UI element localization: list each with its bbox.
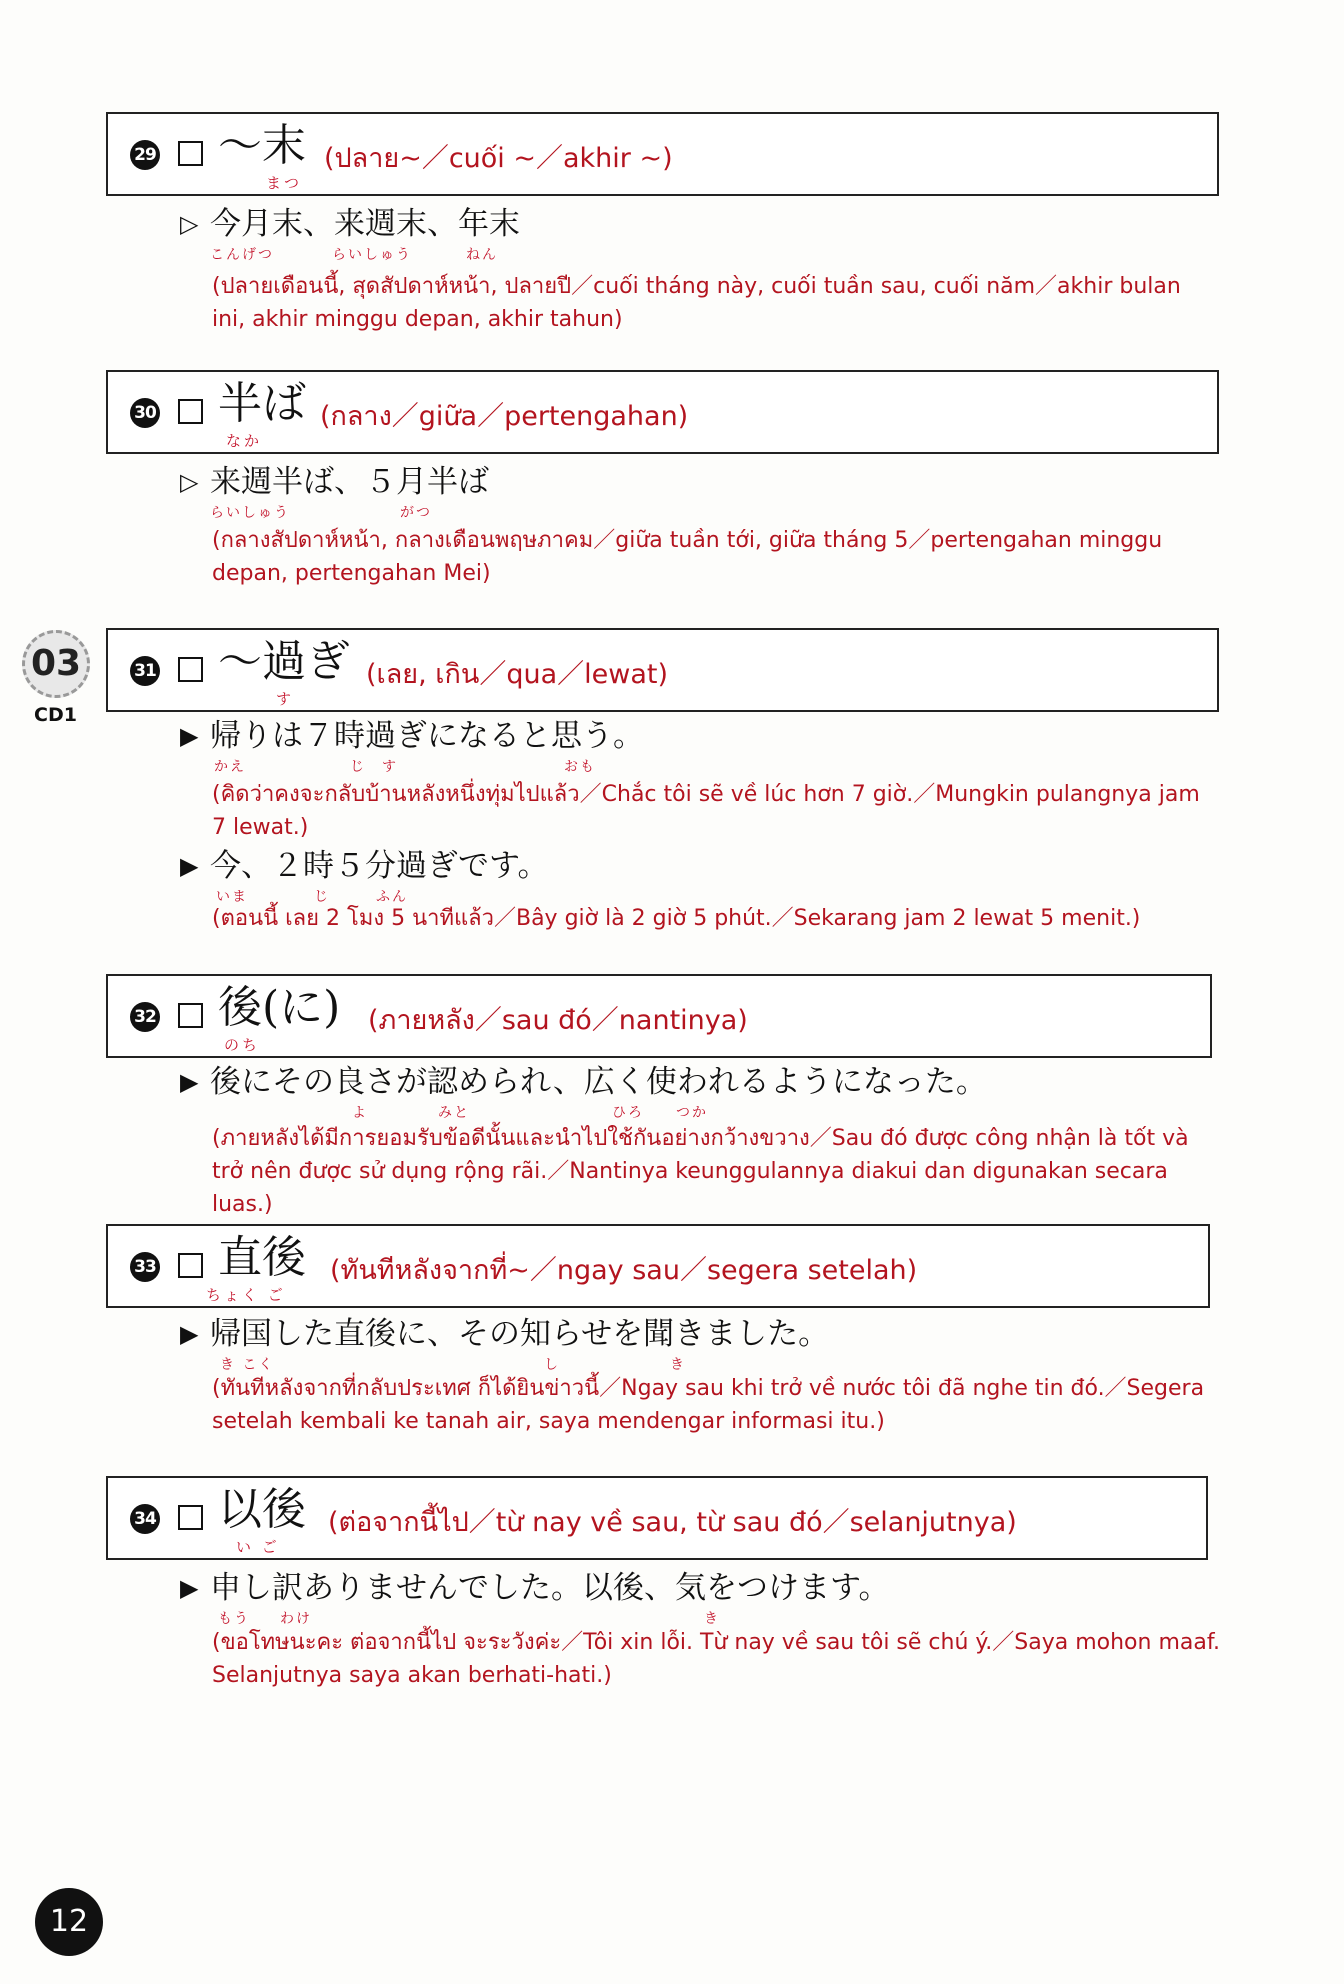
example-japanese: 後にその良さが認められ、広く使われるようになった。 bbox=[210, 1064, 987, 1100]
term-furigana: ちょく ご bbox=[206, 1286, 286, 1304]
example-marker: ▶ bbox=[180, 1574, 199, 1602]
entry-number: 31 bbox=[130, 656, 160, 686]
term-furigana: のち bbox=[224, 1036, 261, 1054]
example-furigana: ふん bbox=[376, 889, 408, 905]
example-furigana: おも bbox=[564, 759, 596, 775]
example-furigana: じ bbox=[350, 759, 366, 775]
example-furigana: ねん bbox=[466, 247, 498, 263]
checkbox[interactable] bbox=[178, 141, 203, 166]
term: 直後 bbox=[218, 1232, 306, 1283]
example-marker: ▷ bbox=[180, 210, 199, 238]
example-japanese: 帰国した直後に、その知らせを聞きました。 bbox=[210, 1316, 830, 1352]
example-marker: ▶ bbox=[180, 1068, 199, 1096]
term: 後(に) bbox=[218, 982, 341, 1033]
term: 〜過ぎ bbox=[218, 636, 350, 687]
example-furigana: がつ bbox=[400, 505, 432, 521]
example-furigana: き こく bbox=[220, 1357, 275, 1373]
term-furigana: す bbox=[276, 690, 295, 708]
example-furigana: こんげつ bbox=[210, 247, 274, 263]
example-furigana: き bbox=[670, 1357, 686, 1373]
example-furigana: つか bbox=[676, 1105, 708, 1121]
term-translation: (ปลาย~／cuối ~／akhir ~) bbox=[324, 143, 673, 174]
entry-header-box bbox=[106, 628, 1219, 712]
term-furigana: い ご bbox=[236, 1538, 280, 1556]
track-label: CD1 bbox=[34, 704, 77, 726]
term: 〜末 bbox=[218, 120, 306, 171]
example-marker: ▶ bbox=[180, 1320, 199, 1348]
checkbox[interactable] bbox=[178, 1505, 203, 1530]
entry-header-box bbox=[106, 974, 1212, 1058]
term-translation: (ต่อจากนี้ไป／từ nay về sau, từ sau đó／selanjutnya) bbox=[328, 1507, 1017, 1538]
example-translation: (กลางสัปดาห์หน้า, กลางเดือนพฤษภาคม／giữa tuần tới, giữa tháng 5／pertengahan minggu depan, pertengahan Mei) bbox=[212, 528, 1163, 586]
page-number: 12 bbox=[35, 1888, 103, 1956]
example-translation: (ปลายเดือนนี้, สุดสัปดาห์หน้า, ปลายปี／cuối tháng này, cuối tuần sau, cuối năm／akhir bulan ini, akhir minggu depan, akhir tahun) bbox=[212, 274, 1181, 332]
checkbox[interactable] bbox=[178, 1253, 203, 1278]
entry-number: 29 bbox=[130, 140, 160, 170]
example-furigana: わけ bbox=[280, 1611, 312, 1627]
entry-number: 32 bbox=[130, 1002, 160, 1032]
term-translation: (เลย, เกิน／qua／lewat) bbox=[366, 659, 668, 690]
term-furigana: まつ bbox=[266, 174, 303, 192]
example-furigana: よ bbox=[352, 1105, 368, 1121]
entry-header-box bbox=[106, 112, 1219, 196]
example-translation: (ตอนนี้ เลย 2 โมง 5 นาทีแล้ว／Bây giờ là 2 giờ 5 phút.／Sekarang jam 2 lewat 5 menit.) bbox=[212, 906, 1141, 931]
entry-number: 34 bbox=[130, 1504, 160, 1534]
example-marker: ▷ bbox=[180, 468, 199, 496]
example-marker: ▶ bbox=[180, 852, 199, 880]
example-translation: (ทันทีหลังจากที่กลับประเทศ ก็ได้ยินข่าวนี้／Ngay sau khi trở về nước tôi đã nghe tin đó.／Segera setelah kembali ke tanah air, saya mendengar informasi itu.) bbox=[212, 1376, 1205, 1434]
example-furigana: らいしゅう bbox=[210, 505, 290, 521]
example-furigana: かえ bbox=[214, 759, 246, 775]
example-furigana: もう bbox=[218, 1611, 250, 1627]
example-furigana: じ bbox=[314, 889, 330, 905]
entry-header-box bbox=[106, 1224, 1210, 1308]
example-furigana: いま bbox=[216, 889, 248, 905]
term-translation: (กลาง／giữa／pertengahan) bbox=[320, 401, 689, 432]
entry-header-box bbox=[106, 1476, 1208, 1560]
entry-number: 33 bbox=[130, 1252, 160, 1282]
example-furigana: し bbox=[544, 1357, 560, 1373]
example-japanese: 今、２時５分過ぎです。 bbox=[210, 848, 549, 884]
example-translation: (ขอโทษนะคะ ต่อจากนี้ไป จะระวังค่ะ／Tôi xin lỗi. Từ nay về sau tôi sẽ chú ý.／Saya mohon maaf. Selanjutnya saya akan berhati-hati.) bbox=[212, 1630, 1220, 1688]
example-translation: (ภายหลังได้มีการยอมรับข้อดีนั้นและนำไปใช้กันอย่างกว้างขวาง／Sau đó được công nhận là tốt và trở nên được sử dụng rộng rãi.／Nantinya keunggulannya diakui dan digunakan secara luas.) bbox=[212, 1126, 1189, 1217]
example-marker: ▶ bbox=[180, 722, 199, 750]
term-translation: (ภายหลัง／sau đó／nantinya) bbox=[368, 1005, 748, 1036]
example-furigana: らいしゅう bbox=[332, 247, 412, 263]
checkbox[interactable] bbox=[178, 399, 203, 424]
audio-track-badge bbox=[22, 630, 90, 698]
example-furigana: みと bbox=[438, 1105, 470, 1121]
entry-header-box bbox=[106, 370, 1219, 454]
term: 半ば bbox=[218, 378, 306, 429]
example-japanese: 今月末、来週末、年末 bbox=[210, 206, 520, 242]
term-translation: (ทันทีหลังจากที่~／ngay sau／segera setelah) bbox=[330, 1255, 918, 1286]
example-japanese: 申し訳ありませんでした。以後、気をつけます。 bbox=[210, 1570, 890, 1606]
example-japanese: 来週半ば、５月半ば bbox=[210, 464, 489, 500]
example-translation: (คิดว่าคงจะกลับบ้านหลังหนึ่งทุ่มไปแล้ว／Chắc tôi sẽ về lúc hơn 7 giờ.／Mungkin pulangnya jam 7 lewat.) bbox=[212, 782, 1200, 840]
checkbox[interactable] bbox=[178, 657, 203, 682]
track-number: 03 bbox=[30, 643, 82, 684]
entry-number: 30 bbox=[130, 398, 160, 428]
term: 以後 bbox=[218, 1484, 306, 1535]
example-japanese: 帰りは７時過ぎになると思う。 bbox=[210, 718, 644, 754]
checkbox[interactable] bbox=[178, 1003, 203, 1028]
term-furigana: なか bbox=[226, 432, 263, 450]
example-furigana: ひろ bbox=[612, 1105, 644, 1121]
example-furigana: き bbox=[704, 1611, 720, 1627]
example-furigana: す bbox=[382, 759, 398, 775]
